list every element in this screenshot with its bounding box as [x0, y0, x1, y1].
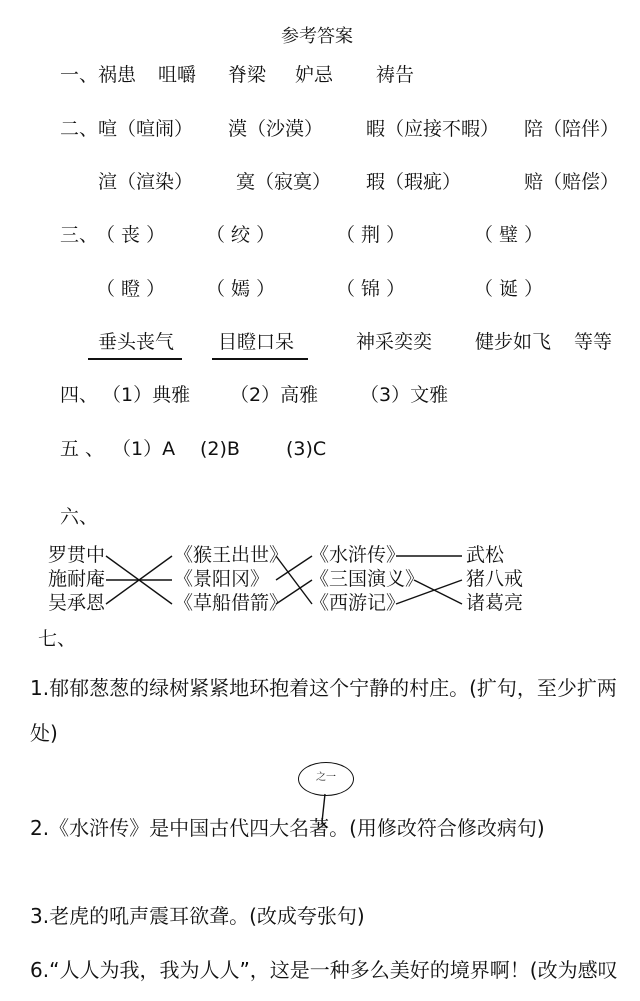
word-item: 寞（寂寞） [236, 171, 332, 193]
question-line: 处) [30, 721, 58, 745]
question-line: 3.老虎的吼声震耳欲聋。(改成夸张句) [30, 904, 365, 928]
word-item: （ 荆 ） [336, 224, 406, 246]
word-item: 瑕（瑕疵） [366, 171, 462, 193]
word-item: 妒忌 [295, 64, 334, 86]
word-item: （ 嫣 ） [206, 278, 276, 300]
answer-item: （1）典雅 [102, 384, 191, 406]
question-line: 2.《水浒传》是中国古代四大名著。(用修改符合修改病句) [30, 816, 545, 840]
character-item: 诸葛亮 [466, 592, 524, 614]
idiom-item: 神采奕奕 [356, 331, 433, 353]
word-item: （ 瞪 ） [96, 278, 166, 300]
idiom-underlined: 目瞪口呆 [212, 333, 308, 360]
story-item: 《景阳冈》 [174, 568, 270, 590]
book-item: 《水浒传》 [310, 544, 406, 566]
word-item: 渲（渲染） [98, 171, 194, 193]
answer-item: （1）A [112, 438, 176, 460]
page-title: 参考答案 [281, 26, 353, 47]
story-item: 《草船借箭》 [174, 592, 289, 614]
answer-item: （2）高雅 [230, 384, 319, 406]
section-2-label: 二、 [60, 118, 99, 140]
idiom-underlined: 垂头丧气 [88, 333, 182, 360]
word-item: 暇（应接不暇） [366, 118, 500, 140]
word-item: （ 璧 ） [474, 224, 544, 246]
author-item: 施耐庵 [48, 568, 106, 590]
idiom-item: 等等 [574, 331, 613, 353]
word-item: （ 丧 ） [96, 224, 166, 246]
word-item: （ 诞 ） [474, 278, 544, 300]
character-item: 武松 [466, 544, 505, 566]
word-item: （ 绞 ） [206, 224, 276, 246]
book-item: 《西游记》 [310, 592, 406, 614]
word-item: 陪（陪伴） [524, 118, 620, 140]
answer-item: (3)C [286, 438, 327, 460]
word-item: 祷告 [376, 64, 415, 86]
word-item: 赔（赔偿） [524, 171, 620, 193]
section-5-label: 五 、 [60, 438, 105, 460]
word-item: 脊梁 [228, 64, 267, 86]
question-line: 1.郁郁葱葱的绿树紧紧地环抱着这个宁静的村庄。(扩句，至少扩两 [30, 676, 617, 700]
word-item: 漠（沙漠） [228, 118, 324, 140]
correction-mark: 之一 [316, 772, 336, 783]
section-1-label: 一、 [60, 64, 99, 86]
word-item: （ 锦 ） [336, 278, 406, 300]
section-7-label: 七、 [38, 628, 77, 650]
author-item: 吴承恩 [48, 592, 106, 614]
word-item: 祸患 [98, 64, 137, 86]
section-3-label: 三、 [60, 224, 99, 246]
word-item: 喧（喧闹） [98, 118, 194, 140]
word-item: 咀嚼 [158, 64, 197, 86]
section-6-label: 六、 [60, 506, 99, 528]
question-line: 6.“人人为我，我为人人”，这是一种多么美好的境界啊！(改为感叹 [30, 958, 618, 982]
story-item: 《猴王出世》 [174, 544, 289, 566]
character-item: 猪八戒 [466, 568, 524, 590]
section-4-label: 四、 [60, 384, 99, 406]
author-item: 罗贯中 [48, 544, 106, 566]
idiom-item: 健步如飞 [475, 331, 552, 353]
answer-item: (2)B [200, 438, 240, 460]
answer-item: （3）文雅 [360, 384, 449, 406]
book-item: 《三国演义》 [310, 568, 425, 590]
